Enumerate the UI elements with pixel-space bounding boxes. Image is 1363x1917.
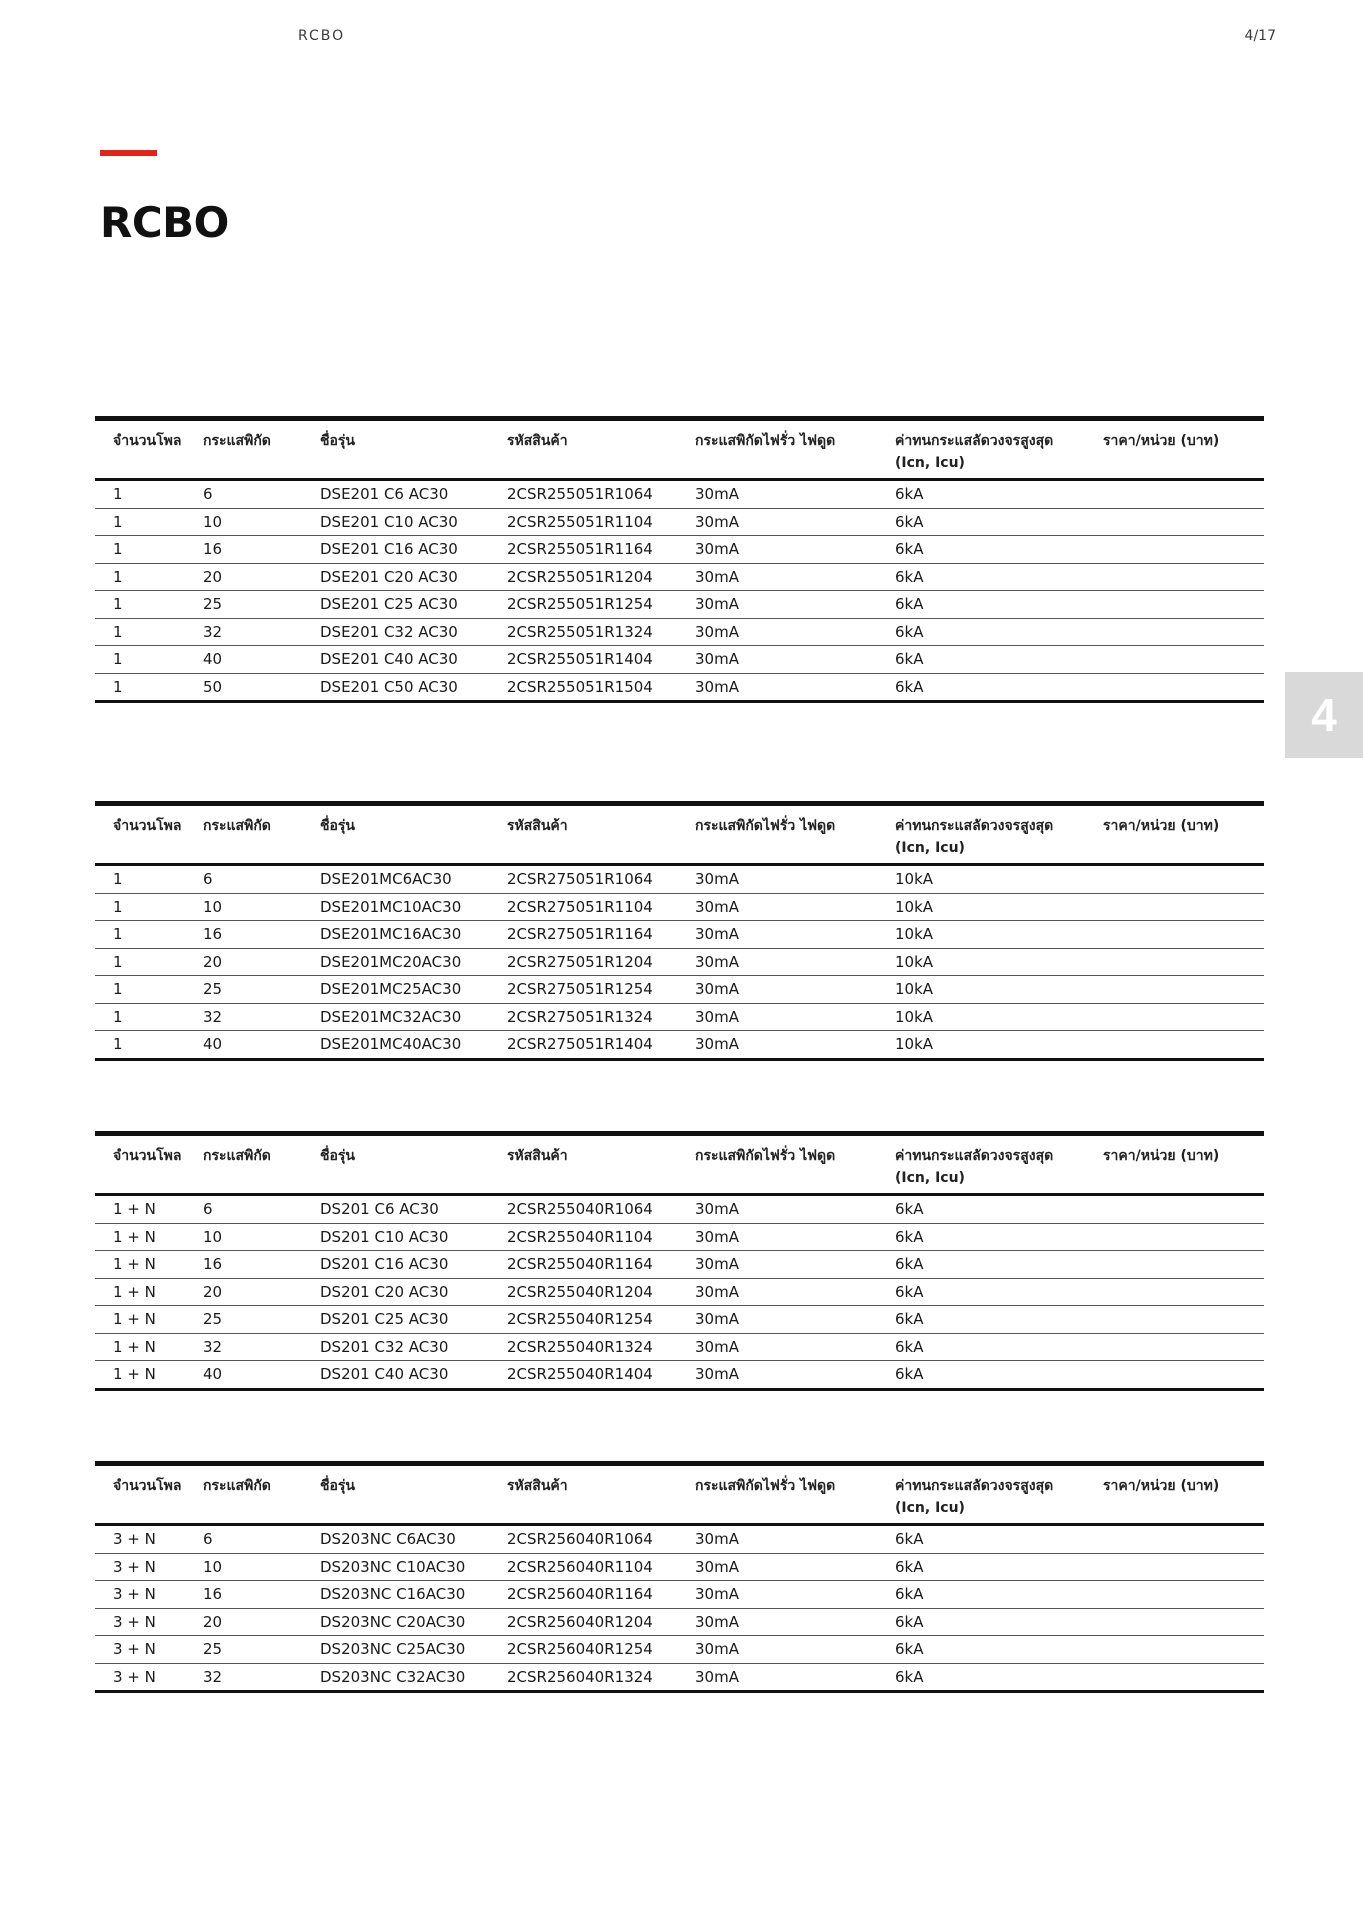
cell-breaking-capacity: 6kA <box>895 1255 924 1274</box>
cell-breaking-capacity: 10kA <box>895 897 934 916</box>
cell-poles: 1 <box>113 1007 123 1026</box>
cell-model-name: DSE201 C40 AC30 <box>320 650 458 669</box>
column-header-breaking-capacity: ค่าทนกระแสลัดวงจรสูงสุด (Icn, Icu) <box>895 1148 1054 1186</box>
page-number: 4/17 <box>1244 28 1276 44</box>
cell-rated-current: 50 <box>203 677 223 696</box>
cell-poles: 1 <box>113 485 123 504</box>
cell-rated-current: 6 <box>203 1200 213 1219</box>
cell-model-name: DS201 C20 AC30 <box>320 1282 449 1301</box>
cell-poles: 1 <box>113 650 123 669</box>
table-header-row <box>95 419 1264 480</box>
cell-model-name: DS201 C16 AC30 <box>320 1255 449 1274</box>
cell-unit-price <box>1099 1003 1264 1031</box>
running-header-title: RCBO <box>298 28 346 44</box>
cell-product-code: 2CSR256040R1104 <box>507 1557 653 1576</box>
column-header-model-name: ชื่อรุ่น <box>320 818 355 834</box>
table-row <box>95 591 1264 619</box>
column-header-residual-current: กระแสพิกัดไฟรั่ว ไฟดูด <box>695 1478 836 1494</box>
cell-model-name: DS203NC C6AC30 <box>320 1530 456 1549</box>
column-header-unit-price: ราคา/หน่วย (บาท) <box>1103 818 1220 834</box>
table-row <box>95 948 1264 976</box>
cell-residual-current: 30mA <box>695 1200 739 1219</box>
cell-product-code: 2CSR255051R1064 <box>507 485 653 504</box>
cell-product-code: 2CSR275051R1404 <box>507 1035 653 1054</box>
cell-product-code: 2CSR255040R1064 <box>507 1200 653 1219</box>
cell-rated-current: 20 <box>203 952 223 971</box>
cell-unit-price <box>1099 1251 1264 1279</box>
cell-breaking-capacity: 10kA <box>895 1035 934 1054</box>
cell-breaking-capacity: 10kA <box>895 870 934 889</box>
cell-product-code: 2CSR255051R1164 <box>507 540 653 559</box>
cell-product-code: 2CSR255051R1254 <box>507 595 653 614</box>
cell-unit-price <box>1099 976 1264 1004</box>
table-row <box>95 1361 1264 1390</box>
cell-breaking-capacity: 6kA <box>895 650 924 669</box>
cell-rated-current: 16 <box>203 925 223 944</box>
cell-unit-price <box>1099 646 1264 674</box>
cell-model-name: DS201 C6 AC30 <box>320 1200 439 1219</box>
column-header-unit-price: ราคา/หน่วย (บาท) <box>1103 1148 1220 1164</box>
cell-residual-current: 30mA <box>695 1667 739 1686</box>
cell-model-name: DSE201MC20AC30 <box>320 952 462 971</box>
table-row <box>95 1003 1264 1031</box>
cell-poles: 1 <box>113 622 123 641</box>
cell-breaking-capacity: 6kA <box>895 512 924 531</box>
cell-breaking-capacity: 6kA <box>895 1530 924 1549</box>
cell-breaking-capacity: 6kA <box>895 1667 924 1686</box>
cell-poles: 1 <box>113 1035 123 1054</box>
cell-model-name: DSE201 C32 AC30 <box>320 622 458 641</box>
cell-residual-current: 30mA <box>695 1365 739 1384</box>
column-header-residual-current: กระแสพิกัดไฟรั่ว ไฟดูด <box>695 1148 836 1164</box>
cell-poles: 1 + N <box>113 1255 156 1274</box>
cell-breaking-capacity: 6kA <box>895 595 924 614</box>
column-header-residual-current: กระแสพิกัดไฟรั่ว ไฟดูด <box>695 818 836 834</box>
column-header-poles: จำนวนโพล <box>113 1148 182 1164</box>
cell-unit-price <box>1099 508 1264 536</box>
table-row <box>95 1306 1264 1334</box>
cell-unit-price <box>1099 921 1264 949</box>
table-row <box>95 536 1264 564</box>
column-header-rated-current: กระแสพิกัด <box>203 1148 271 1164</box>
table-row <box>95 1223 1264 1251</box>
cell-unit-price <box>1099 1581 1264 1609</box>
cell-poles: 1 <box>113 897 123 916</box>
cell-product-code: 2CSR255051R1404 <box>507 650 653 669</box>
cell-product-code: 2CSR255040R1164 <box>507 1255 653 1274</box>
cell-model-name: DS203NC C20AC30 <box>320 1612 466 1631</box>
column-header-rated-current: กระแสพิกัด <box>203 818 271 834</box>
cell-unit-price <box>1099 618 1264 646</box>
table-row <box>95 893 1264 921</box>
cell-rated-current: 25 <box>203 1640 223 1659</box>
cell-residual-current: 30mA <box>695 1337 739 1356</box>
cell-unit-price <box>1099 1663 1264 1692</box>
cell-product-code: 2CSR275051R1104 <box>507 897 653 916</box>
cell-unit-price <box>1099 1306 1264 1334</box>
cell-rated-current: 10 <box>203 1557 223 1576</box>
column-header-breaking-capacity: ค่าทนกระแสลัดวงจรสูงสุด (Icn, Icu) <box>895 818 1054 856</box>
cell-breaking-capacity: 6kA <box>895 1640 924 1659</box>
cell-poles: 1 <box>113 512 123 531</box>
cell-poles: 1 + N <box>113 1310 156 1329</box>
cell-residual-current: 30mA <box>695 1255 739 1274</box>
cell-rated-current: 40 <box>203 1035 223 1054</box>
cell-model-name: DSE201 C16 AC30 <box>320 540 458 559</box>
cell-breaking-capacity: 6kA <box>895 1310 924 1329</box>
cell-model-name: DSE201MC25AC30 <box>320 980 462 999</box>
cell-rated-current: 32 <box>203 622 223 641</box>
chapter-number: 4 <box>1311 689 1337 741</box>
cell-breaking-capacity: 10kA <box>895 1007 934 1026</box>
cell-breaking-capacity: 6kA <box>895 485 924 504</box>
cell-model-name: DSE201MC10AC30 <box>320 897 462 916</box>
cell-residual-current: 30mA <box>695 1035 739 1054</box>
table-row <box>95 921 1264 949</box>
cell-model-name: DS203NC C32AC30 <box>320 1667 466 1686</box>
table-row <box>95 1031 1264 1060</box>
cell-poles: 1 + N <box>113 1227 156 1246</box>
cell-model-name: DS201 C10 AC30 <box>320 1227 449 1246</box>
cell-product-code: 2CSR275051R1204 <box>507 952 653 971</box>
cell-product-code: 2CSR255051R1104 <box>507 512 653 531</box>
accent-bar <box>100 150 157 156</box>
cell-product-code: 2CSR256040R1204 <box>507 1612 653 1631</box>
table-row <box>95 1278 1264 1306</box>
cell-rated-current: 10 <box>203 897 223 916</box>
cell-breaking-capacity: 6kA <box>895 1365 924 1384</box>
cell-poles: 1 + N <box>113 1282 156 1301</box>
cell-residual-current: 30mA <box>695 1612 739 1631</box>
cell-residual-current: 30mA <box>695 925 739 944</box>
cell-residual-current: 30mA <box>695 1640 739 1659</box>
cell-residual-current: 30mA <box>695 1310 739 1329</box>
table-row <box>95 865 1264 894</box>
cell-product-code: 2CSR256040R1324 <box>507 1667 653 1686</box>
cell-rated-current: 40 <box>203 1365 223 1384</box>
table-row <box>95 673 1264 702</box>
column-header-product-code: รหัสสินค้า <box>507 1478 568 1494</box>
cell-residual-current: 30mA <box>695 870 739 889</box>
product-table <box>95 1131 1264 1391</box>
column-header-unit-price: ราคา/หน่วย (บาท) <box>1103 433 1220 449</box>
cell-breaking-capacity: 6kA <box>895 1200 924 1219</box>
cell-rated-current: 32 <box>203 1007 223 1026</box>
cell-product-code: 2CSR255040R1254 <box>507 1310 653 1329</box>
cell-product-code: 2CSR275051R1064 <box>507 870 653 889</box>
cell-unit-price <box>1099 1223 1264 1251</box>
table-row <box>95 1333 1264 1361</box>
cell-model-name: DS203NC C16AC30 <box>320 1585 466 1604</box>
cell-breaking-capacity: 6kA <box>895 1585 924 1604</box>
column-header-poles: จำนวนโพล <box>113 433 182 449</box>
product-table <box>95 801 1264 1061</box>
cell-residual-current: 30mA <box>695 980 739 999</box>
cell-poles: 3 + N <box>113 1612 156 1631</box>
cell-poles: 1 <box>113 952 123 971</box>
table-row <box>95 618 1264 646</box>
cell-product-code: 2CSR275051R1324 <box>507 1007 653 1026</box>
product-table <box>95 416 1264 703</box>
cell-unit-price <box>1099 591 1264 619</box>
column-header-model-name: ชื่อรุ่น <box>320 1148 355 1164</box>
cell-poles: 3 + N <box>113 1640 156 1659</box>
cell-rated-current: 25 <box>203 595 223 614</box>
cell-unit-price <box>1099 1333 1264 1361</box>
cell-poles: 1 <box>113 980 123 999</box>
cell-residual-current: 30mA <box>695 1530 739 1549</box>
cell-breaking-capacity: 6kA <box>895 567 924 586</box>
cell-breaking-capacity: 10kA <box>895 925 934 944</box>
table-header-row <box>95 1134 1264 1195</box>
column-header-model-name: ชื่อรุ่น <box>320 433 355 449</box>
cell-rated-current: 25 <box>203 980 223 999</box>
cell-poles: 3 + N <box>113 1585 156 1604</box>
cell-residual-current: 30mA <box>695 897 739 916</box>
table-header-row <box>95 804 1264 865</box>
cell-product-code: 2CSR256040R1254 <box>507 1640 653 1659</box>
table-row <box>95 1195 1264 1224</box>
cell-unit-price <box>1099 1361 1264 1390</box>
column-header-rated-current: กระแสพิกัด <box>203 433 271 449</box>
cell-rated-current: 25 <box>203 1310 223 1329</box>
cell-model-name: DSE201 C20 AC30 <box>320 567 458 586</box>
cell-unit-price <box>1099 1195 1264 1224</box>
cell-poles: 1 <box>113 567 123 586</box>
cell-poles: 1 <box>113 925 123 944</box>
cell-model-name: DS203NC C10AC30 <box>320 1557 466 1576</box>
cell-residual-current: 30mA <box>695 622 739 641</box>
column-header-product-code: รหัสสินค้า <box>507 1148 568 1164</box>
column-header-residual-current: กระแสพิกัดไฟรั่ว ไฟดูด <box>695 433 836 449</box>
cell-poles: 1 + N <box>113 1365 156 1384</box>
cell-residual-current: 30mA <box>695 485 739 504</box>
cell-residual-current: 30mA <box>695 1557 739 1576</box>
cell-rated-current: 6 <box>203 1530 213 1549</box>
cell-unit-price <box>1099 1553 1264 1581</box>
table-row <box>95 480 1264 509</box>
cell-rated-current: 16 <box>203 1255 223 1274</box>
cell-breaking-capacity: 6kA <box>895 622 924 641</box>
column-header-breaking-capacity: ค่าทนกระแสลัดวงจรสูงสุด (Icn, Icu) <box>895 433 1054 471</box>
cell-rated-current: 40 <box>203 650 223 669</box>
cell-unit-price <box>1099 480 1264 509</box>
cell-product-code: 2CSR255040R1324 <box>507 1337 653 1356</box>
table-row <box>95 563 1264 591</box>
cell-residual-current: 30mA <box>695 1227 739 1246</box>
cell-model-name: DSE201MC6AC30 <box>320 870 452 889</box>
cell-unit-price <box>1099 1031 1264 1060</box>
cell-product-code: 2CSR256040R1164 <box>507 1585 653 1604</box>
cell-residual-current: 30mA <box>695 1007 739 1026</box>
cell-rated-current: 20 <box>203 1282 223 1301</box>
table-row <box>95 1553 1264 1581</box>
cell-poles: 1 <box>113 870 123 889</box>
cell-unit-price <box>1099 536 1264 564</box>
cell-unit-price <box>1099 673 1264 702</box>
cell-poles: 3 + N <box>113 1557 156 1576</box>
cell-rated-current: 6 <box>203 870 213 889</box>
chapter-tab <box>1285 672 1363 758</box>
cell-residual-current: 30mA <box>695 540 739 559</box>
cell-model-name: DSE201MC40AC30 <box>320 1035 462 1054</box>
cell-residual-current: 30mA <box>695 1282 739 1301</box>
column-header-rated-current: กระแสพิกัด <box>203 1478 271 1494</box>
cell-model-name: DS201 C40 AC30 <box>320 1365 449 1384</box>
column-header-product-code: รหัสสินค้า <box>507 433 568 449</box>
table-row <box>95 1525 1264 1554</box>
cell-unit-price <box>1099 893 1264 921</box>
cell-rated-current: 20 <box>203 567 223 586</box>
cell-rated-current: 6 <box>203 485 213 504</box>
cell-product-code: 2CSR256040R1064 <box>507 1530 653 1549</box>
cell-residual-current: 30mA <box>695 952 739 971</box>
cell-rated-current: 20 <box>203 1612 223 1631</box>
cell-unit-price <box>1099 1278 1264 1306</box>
table-row <box>95 646 1264 674</box>
cell-residual-current: 30mA <box>695 677 739 696</box>
cell-poles: 3 + N <box>113 1530 156 1549</box>
cell-product-code: 2CSR255040R1104 <box>507 1227 653 1246</box>
cell-residual-current: 30mA <box>695 595 739 614</box>
table-row <box>95 1581 1264 1609</box>
cell-poles: 1 <box>113 677 123 696</box>
cell-breaking-capacity: 6kA <box>895 1612 924 1631</box>
cell-product-code: 2CSR255051R1504 <box>507 677 653 696</box>
cell-model-name: DSE201MC32AC30 <box>320 1007 462 1026</box>
column-header-poles: จำนวนโพล <box>113 818 182 834</box>
cell-unit-price <box>1099 948 1264 976</box>
product-table <box>95 1461 1264 1693</box>
cell-poles: 1 + N <box>113 1200 156 1219</box>
page-title: RCBO <box>100 198 229 247</box>
cell-breaking-capacity: 6kA <box>895 1337 924 1356</box>
table-row <box>95 976 1264 1004</box>
cell-rated-current: 32 <box>203 1667 223 1686</box>
cell-breaking-capacity: 6kA <box>895 677 924 696</box>
cell-product-code: 2CSR255040R1204 <box>507 1282 653 1301</box>
table-row <box>95 1608 1264 1636</box>
cell-breaking-capacity: 6kA <box>895 1227 924 1246</box>
cell-unit-price <box>1099 1636 1264 1664</box>
table-row <box>95 1251 1264 1279</box>
cell-rated-current: 16 <box>203 540 223 559</box>
cell-breaking-capacity: 6kA <box>895 1282 924 1301</box>
cell-model-name: DS201 C32 AC30 <box>320 1337 449 1356</box>
cell-breaking-capacity: 10kA <box>895 952 934 971</box>
cell-product-code: 2CSR255040R1404 <box>507 1365 653 1384</box>
table-row <box>95 1636 1264 1664</box>
cell-residual-current: 30mA <box>695 512 739 531</box>
column-header-model-name: ชื่อรุ่น <box>320 1478 355 1494</box>
column-header-poles: จำนวนโพล <box>113 1478 182 1494</box>
cell-rated-current: 16 <box>203 1585 223 1604</box>
cell-residual-current: 30mA <box>695 567 739 586</box>
cell-breaking-capacity: 6kA <box>895 540 924 559</box>
column-header-breaking-capacity: ค่าทนกระแสลัดวงจรสูงสุด (Icn, Icu) <box>895 1478 1054 1516</box>
cell-rated-current: 10 <box>203 512 223 531</box>
cell-residual-current: 30mA <box>695 650 739 669</box>
cell-product-code: 2CSR275051R1164 <box>507 925 653 944</box>
cell-model-name: DSE201 C6 AC30 <box>320 485 449 504</box>
column-header-unit-price: ราคา/หน่วย (บาท) <box>1103 1478 1220 1494</box>
cell-model-name: DS201 C25 AC30 <box>320 1310 449 1329</box>
cell-unit-price <box>1099 563 1264 591</box>
cell-model-name: DSE201 C25 AC30 <box>320 595 458 614</box>
cell-product-code: 2CSR255051R1324 <box>507 622 653 641</box>
cell-unit-price <box>1099 1525 1264 1554</box>
cell-poles: 1 + N <box>113 1337 156 1356</box>
cell-breaking-capacity: 10kA <box>895 980 934 999</box>
cell-model-name: DSE201 C10 AC30 <box>320 512 458 531</box>
cell-rated-current: 10 <box>203 1227 223 1246</box>
cell-unit-price <box>1099 865 1264 894</box>
cell-breaking-capacity: 6kA <box>895 1557 924 1576</box>
cell-poles: 1 <box>113 595 123 614</box>
cell-model-name: DS203NC C25AC30 <box>320 1640 466 1659</box>
cell-model-name: DSE201MC16AC30 <box>320 925 462 944</box>
cell-poles: 3 + N <box>113 1667 156 1686</box>
column-header-product-code: รหัสสินค้า <box>507 818 568 834</box>
cell-product-code: 2CSR255051R1204 <box>507 567 653 586</box>
cell-rated-current: 32 <box>203 1337 223 1356</box>
cell-unit-price <box>1099 1608 1264 1636</box>
table-row <box>95 1663 1264 1692</box>
cell-model-name: DSE201 C50 AC30 <box>320 677 458 696</box>
cell-product-code: 2CSR275051R1254 <box>507 980 653 999</box>
table-header-row <box>95 1464 1264 1525</box>
cell-poles: 1 <box>113 540 123 559</box>
cell-residual-current: 30mA <box>695 1585 739 1604</box>
table-row <box>95 508 1264 536</box>
